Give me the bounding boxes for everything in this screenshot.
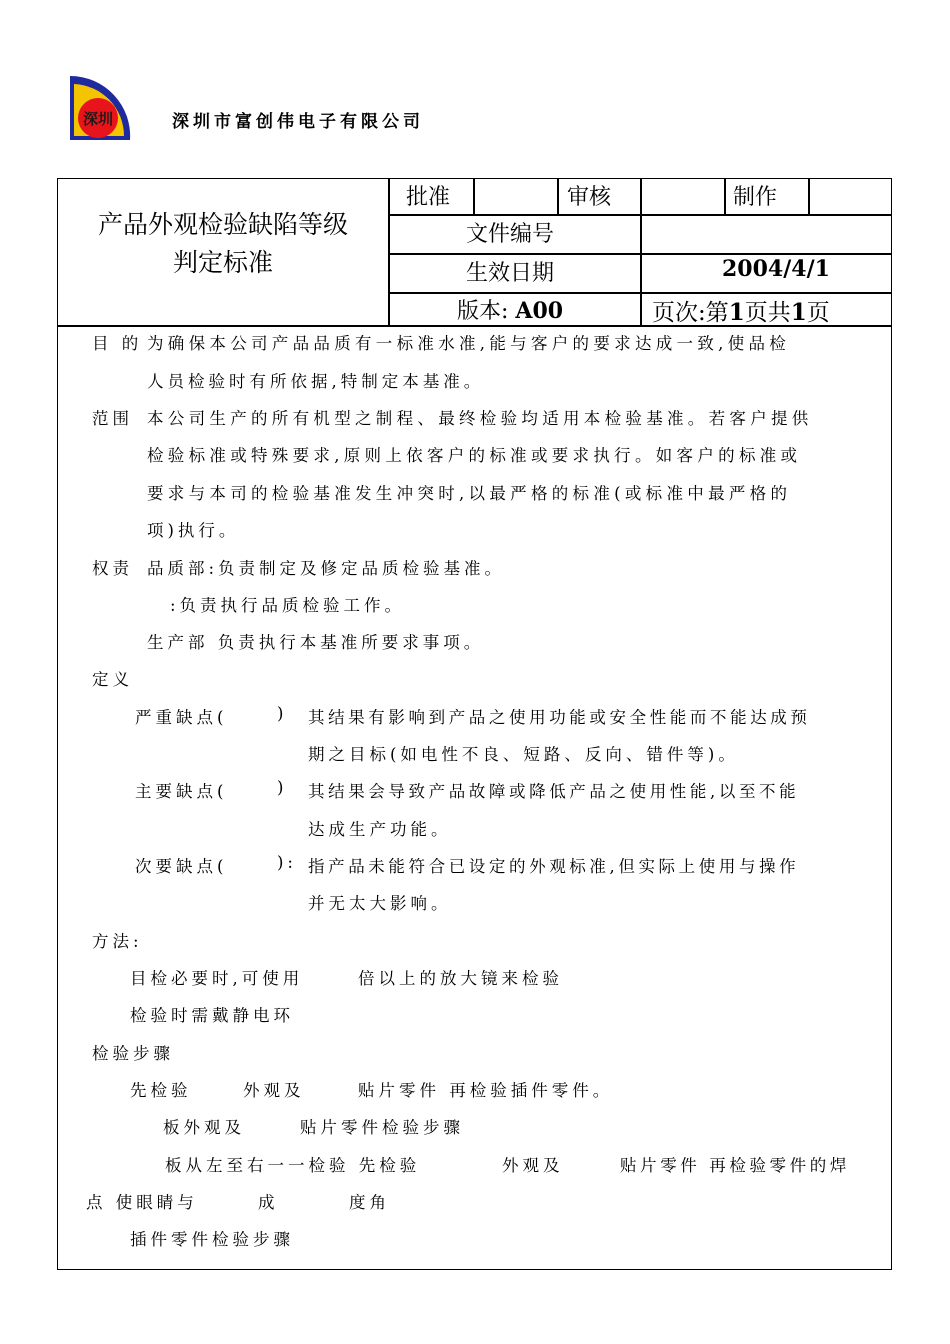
col-e xyxy=(808,178,810,215)
doc-no-label: 文件编号 xyxy=(466,222,555,247)
title-divider xyxy=(388,178,390,326)
scope-line-4: 项)执行。 xyxy=(147,521,240,540)
page-total: 1 xyxy=(790,299,807,326)
purpose-line-2: 人员检验时有所依据,特制定本基准。 xyxy=(147,372,485,391)
effective-date-label: 生效日期 xyxy=(466,261,555,286)
def-critical-close: ) xyxy=(277,704,288,723)
steps-line-2b: 贴片零件检验步骤 xyxy=(300,1118,464,1137)
def-minor-line-2: 并无太大影响。 xyxy=(308,894,452,913)
steps-label: 检验步骤 xyxy=(92,1044,174,1063)
steps-line-3c: 贴片零件 再检验零件的焊 xyxy=(620,1156,850,1175)
review-label: 审核 xyxy=(567,185,612,210)
page-current: 1 xyxy=(728,299,745,326)
def-critical-label: 严重缺点( xyxy=(135,708,228,727)
steps-line-1a: 先检验 xyxy=(130,1081,192,1100)
logo-text: 深圳 xyxy=(82,110,114,128)
scope-line-1: 本公司生产的所有机型之制程、最终检验均适用本检验基准。若客户提供 xyxy=(147,409,813,428)
scope-line-2: 检验标准或特殊要求,原则上依客户的标准或要求执行。如客户的标准或 xyxy=(147,446,802,465)
method-line-1b: 倍以上的放大镜来检验 xyxy=(358,969,563,988)
scope-line-3: 要求与本司的检验基准发生冲突时,以最严格的标准(或标准中最严格的 xyxy=(147,484,792,503)
col-c xyxy=(640,178,642,326)
method-line-1a: 目检必要时,可使用 xyxy=(130,969,304,988)
def-major-line-2: 达成生产功能。 xyxy=(308,820,452,839)
def-critical-line-2: 期之目标(如电性不良、短路、反向、错件等)。 xyxy=(308,745,739,764)
def-major-line-1: 其结果会导致产品故障或降低产品之使用性能,以至不能 xyxy=(308,782,800,801)
method-label: 方法: xyxy=(92,932,143,951)
steps-line-3a: 板从左至右一一检验 先检验 xyxy=(165,1156,421,1175)
steps-line-3b: 外观及 xyxy=(502,1156,564,1175)
steps-line-4c: 度角 xyxy=(349,1193,390,1212)
def-major-close: ) xyxy=(277,778,288,797)
document-title xyxy=(58,206,388,282)
def-label: 定义 xyxy=(92,670,133,689)
page-suffix: 页 xyxy=(806,300,830,326)
def-minor-label: 次要缺点( xyxy=(135,857,228,876)
version-value: A00 xyxy=(515,298,564,324)
method-line-2: 检验时需戴静电环 xyxy=(130,1006,294,1025)
page-info xyxy=(652,294,830,327)
resp-line-1: 品质部:负责制定及修定品质检验基准。 xyxy=(147,559,506,578)
page-mid: 页共 xyxy=(744,300,791,326)
resp-line-2: :负责执行品质检验工作。 xyxy=(170,596,406,615)
resp-line-3: 生产部 负责执行本基准所要求事项。 xyxy=(147,633,485,652)
def-minor-close: ): xyxy=(277,853,297,872)
company-logo xyxy=(68,74,132,142)
title-line-1: 产品外观检验缺陷等级 xyxy=(97,210,348,239)
approve-label: 批准 xyxy=(406,185,451,210)
resp-label: 权责 xyxy=(92,559,133,578)
steps-line-1b: 外观及 xyxy=(243,1081,305,1100)
title-line-2: 判定标准 xyxy=(172,248,273,277)
effective-date-value: 2004/4/1 xyxy=(722,256,830,282)
page-prefix: 页次:第 xyxy=(652,300,729,326)
scope-label: 范围 xyxy=(92,409,133,428)
steps-line-4b: 成 xyxy=(258,1193,279,1212)
col-a xyxy=(473,178,475,215)
purpose-label: 目 的 xyxy=(92,334,143,353)
def-major-label: 主要缺点( xyxy=(135,782,228,801)
version-label: 版本: xyxy=(457,299,509,324)
col-b xyxy=(557,178,559,215)
make-label: 制作 xyxy=(733,185,778,210)
steps-line-1c: 贴片零件 再检验插件零件。 xyxy=(358,1081,614,1100)
steps-line-4a: 点 使眼睛与 xyxy=(86,1193,198,1212)
def-minor-line-1: 指产品未能符合已设定的外观标准,但实际上使用与操作 xyxy=(308,857,800,876)
version xyxy=(457,294,563,325)
steps-line-5: 插件零件检验步骤 xyxy=(130,1230,294,1249)
col-d xyxy=(724,178,726,215)
steps-line-2a: 板外观及 xyxy=(163,1118,245,1137)
def-critical-line-1: 其结果有影响到产品之使用功能或安全性能而不能达成预 xyxy=(308,708,811,727)
company-name: 深圳市富创伟电子有限公司 xyxy=(172,112,424,132)
purpose-line-1: 为确保本公司产品品质有一标准水准,能与客户的要求达成一致,使品检 xyxy=(147,334,791,353)
